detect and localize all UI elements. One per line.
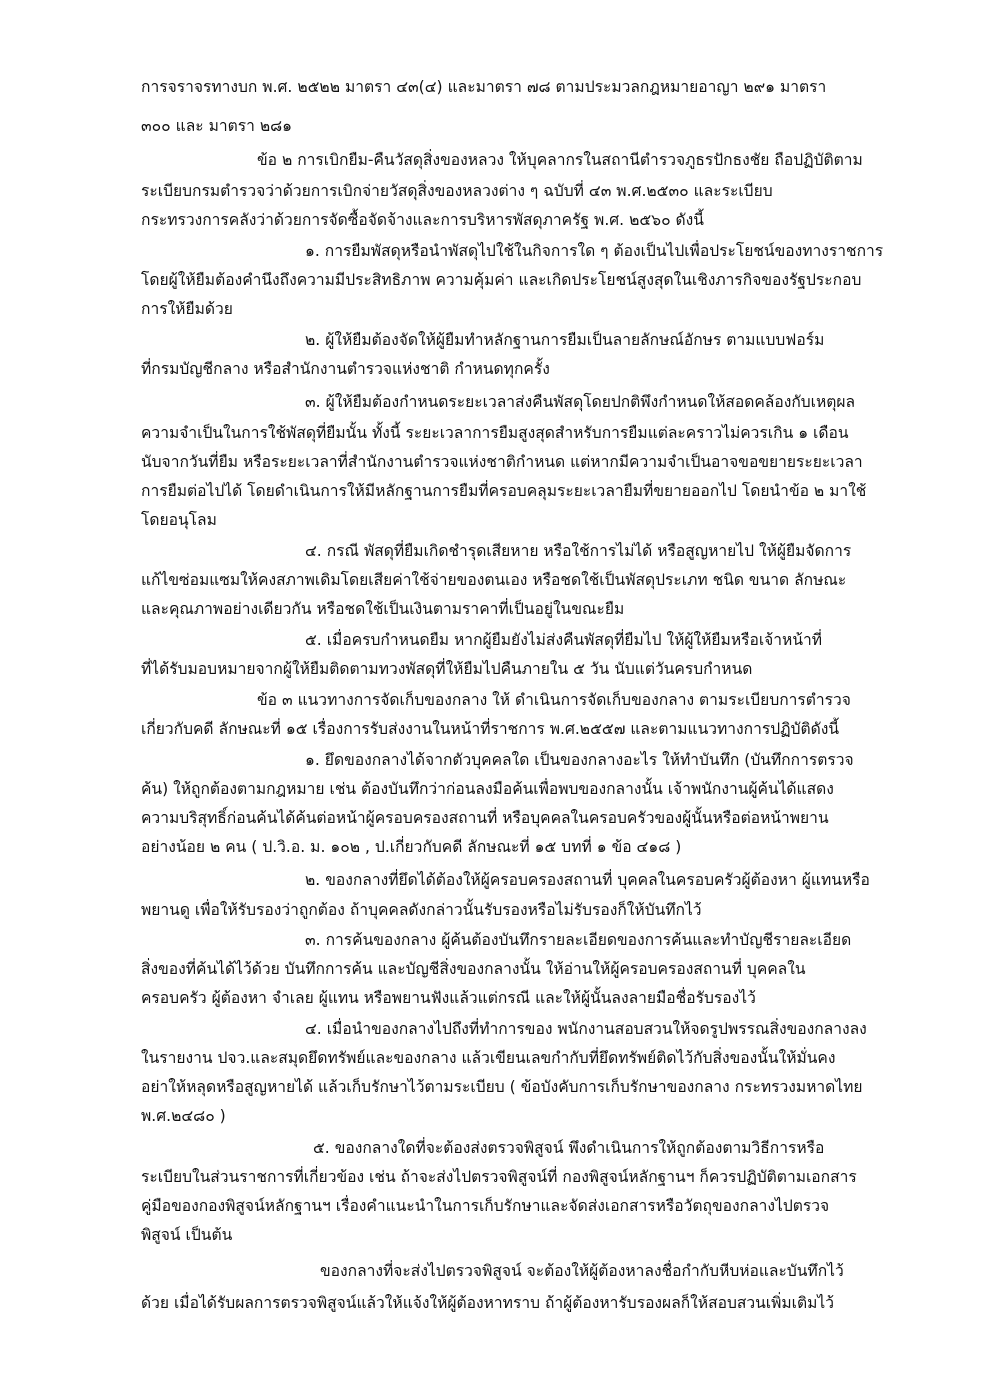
text-line: อย่าให้หลุดหรือสูญหายได้ แล้วเก็บรักษาไว้ตามระเบียบ ( ข้อบังคับการเก็บรักษาของกลาง กระทรวงมหาดไทย xyxy=(141,1078,863,1096)
text-line: ในรายงาน ปจว.และสมุดยึดทรัพย์และของกลาง แล้วเขียนเลขกำกับที่ยึดทรัพย์ติดไว้กับสิ่งของนั้นให้มั่นคง xyxy=(141,1049,836,1067)
text-line: การให้ยืมด้วย xyxy=(141,300,233,318)
text-line: ที่กรมบัญชีกลาง หรือสำนักงานตำรวจแห่งชาติ กำหนดทุกครั้ง xyxy=(141,360,550,378)
text-line: ๓๐๐ และ มาตรา ๒๘๑ xyxy=(141,117,293,135)
text-line: ๓. ผู้ให้ยืมต้องกำหนดระยะเวลาส่งคืนพัสดุโดยปกติพึงกำหนดให้สอดคล้องกับเหตุผล xyxy=(305,393,856,411)
text-line: ๑. การยืมพัสดุหรือนำพัสดุไปใช้ในกิจการใด ๆ ต้องเป็นไปเพื่อประโยชน์ของทางราชการ xyxy=(305,242,884,260)
text-line: และคุณภาพอย่างเดียวกัน หรือชดใช้เป็นเงินตามราคาที่เป็นอยู่ในขณะยืม xyxy=(141,600,625,618)
text-line: ครอบครัว ผู้ต้องหา จำเลย ผู้แทน หรือพยานฟังแล้วแต่กรณี และให้ผู้นั้นลงลายมือชื่อรับรองไว้ xyxy=(141,989,756,1007)
text-line: ความบริสุทธิ์ก่อนค้นได้ค้นต่อหน้าผู้ครอบครองสถานที่ หรือบุคคลในครอบครัวของผู้นั้นหรือต่อหน้าพยาน xyxy=(141,809,829,827)
text-line: ค้น) ให้ถูกต้องตามกฎหมาย เช่น ต้องบันทึกว่าก่อนลงมือค้นเพื่อพบของกลางนั้น เจ้าพนักงานผู้ค้นได้แสดง xyxy=(141,780,834,798)
text-line: นับจากวันที่ยืม หรือระยะเวลาที่สำนักงานตำรวจแห่งชาติกำหนด แต่หากมีความจำเป็นอาจขอขยายระยะเวลา xyxy=(141,453,863,471)
text-line: ๔. กรณี พัสดุที่ยืมเกิดชำรุดเสียหาย หรือใช้การไม่ได้ หรือสูญหายไป ให้ผู้ยืมจัดการ xyxy=(305,542,852,560)
text-line: โดยผู้ให้ยืมต้องคำนึงถึงความมีประสิทธิภาพ ความคุ้มค่า และเกิดประโยชน์สูงสุดในเชิงภารกิจของรัฐประกอบ xyxy=(141,271,862,289)
text-line: สิ่งของที่ค้นได้ไว้ด้วย บันทึกการค้น และบัญชีสิ่งของกลางนั้น ให้อ่านให้ผู้ครอบครองสถานที่ บุคคลใน xyxy=(141,960,806,978)
text-line: ๕. เมื่อครบกำหนดยืม หากผู้ยืมยังไม่ส่งคืนพัสดุที่ยืมไป ให้ผู้ให้ยืมหรือเจ้าหน้าที่ xyxy=(305,631,823,649)
text-line: ข้อ ๓ แนวทางการจัดเก็บของกลาง ให้ ดำเนินการจัดเก็บของกลาง ตามระเบียบการตำรวจ xyxy=(257,691,851,709)
text-line: ความจำเป็นในการใช้พัสดุที่ยืมนั้น ทั้งนี้ ระยะเวลาการยืมสูงสุดสำหรับการยืมแต่ละคราวไม่ควรเกิน ๑ เดือน xyxy=(141,424,849,442)
text-line: อย่างน้อย ๒ คน ( ป.วิ.อ. ม. ๑๐๒ , ป.เกี่ยวกับคดี ลักษณะที่ ๑๕ บทที่ ๑ ข้อ ๔๑๘ ) xyxy=(141,838,682,856)
text-line: ๔. เมื่อนำของกลางไปถึงที่ทำการของ พนักงานสอบสวนให้จดรูปพรรณสิ่งของกลางลง xyxy=(305,1020,867,1038)
text-line: ๕. ของกลางใดที่จะต้องส่งตรวจพิสูจน์ พึงดำเนินการให้ถูกต้องตามวิธีการหรือ xyxy=(313,1139,825,1157)
text-line: ๓. การค้นของกลาง ผู้ค้นต้องบันทึกรายละเอียดของการค้นและทำบัญชีรายละเอียด xyxy=(305,931,852,949)
text-line: ของกลางที่จะส่งไปตรวจพิสูจน์ จะต้องให้ผู้ต้องหาลงชื่อกำกับหีบห่อและบันทึกไว้ xyxy=(320,1262,844,1280)
text-line: การจราจรทางบก พ.ศ. ๒๕๒๒ มาตรา ๔๓(๔) และมาตรา ๗๘ ตามประมวลกฎหมายอาญา ๒๙๑ มาตรา xyxy=(141,78,827,96)
text-line: พิสูจน์ เป็นต้น xyxy=(141,1226,233,1244)
text-line: ข้อ ๒ การเบิกยืม-คืนวัสดุสิ่งของหลวง ให้บุคลากรในสถานีตำรวจภูธรปักธงชัย ถือปฏิบัติตาม xyxy=(257,151,863,169)
text-line: พยานดู เพื่อให้รับรองว่าถูกต้อง ถ้าบุคคลดังกล่าวนั้นรับรองหรือไม่รับรองก็ให้บันทึกไว้ xyxy=(141,901,702,919)
text-line: คู่มือของกองพิสูจน์หลักฐานฯ เรื่องคำแนะนำในการเก็บรักษาและจัดส่งเอกสารหรือวัตถุของกลางไปตรวจ xyxy=(141,1197,830,1215)
text-line: กระทรวงการคลังว่าด้วยการจัดซื้อจัดจ้างและการบริหารพัสดุภาครัฐ พ.ศ. ๒๕๖๐ ดังนี้ xyxy=(141,211,704,229)
text-line: ระเบียบกรมตำรวจว่าด้วยการเบิกจ่ายวัสดุสิ่งของหลวงต่าง ๆ ฉบับที่ ๔๓ พ.ศ.๒๕๓๐ และระเบียบ xyxy=(141,182,773,200)
text-line: โดยอนุโลม xyxy=(141,511,217,529)
text-line: ๒. ของกลางที่ยึดได้ต้องให้ผู้ครอบครองสถานที่ บุคคลในครอบครัวผู้ต้องหา ผู้แทนหรือ xyxy=(305,871,870,889)
text-line: พ.ศ.๒๔๘๐ ) xyxy=(141,1107,226,1125)
text-line: ที่ได้รับมอบหมายจากผู้ให้ยืมติดตามทวงพัสดุที่ให้ยืมไปคืนภายใน ๕ วัน นับแต่วันครบกำหนด xyxy=(141,660,753,678)
text-line: ๒. ผู้ให้ยืมต้องจัดให้ผู้ยืมทำหลักฐานการยืมเป็นลายลักษณ์อักษร ตามแบบฟอร์ม xyxy=(305,331,825,349)
text-line: การยืมต่อไปได้ โดยดำเนินการให้มีหลักฐานการยืมที่ครอบคลุมระยะเวลายืมที่ขยายออกไป โดยนำข้อ ๒ มาใช้ xyxy=(141,482,867,500)
text-line: ระเบียบในส่วนราชการที่เกี่ยวข้อง เช่น ถ้าจะส่งไปตรวจพิสูจน์ที่ กองพิสูจน์หลักฐานฯ ก็ควรปฏิบัติตามเอกสาร xyxy=(141,1168,857,1186)
text-line: แก้ไขซ่อมแซมให้คงสภาพเดิมโดยเสียค่าใช้จ่ายของตนเอง หรือชดใช้เป็นพัสดุประเภท ชนิด ขนาด ลักษณะ xyxy=(141,571,847,589)
text-line: ๑. ยึดของกลางได้จากตัวบุคคลใด เป็นของกลางอะไร ให้ทำบันทึก (บันทึกการตรวจ xyxy=(305,751,854,769)
text-line: เกี่ยวกับคดี ลักษณะที่ ๑๕ เรื่องการรับส่งงานในหน้าที่ราชการ พ.ศ.๒๕๕๗ และตามแนวทางการปฏิบัติดังนี้ xyxy=(141,720,840,738)
text-line: ด้วย เมื่อได้รับผลการตรวจพิสูจน์แล้วให้แจ้งให้ผู้ต้องหาทราบ ถ้าผู้ต้องหารับรองผลก็ให้สอบสวนเพิ่มเติมไว้ xyxy=(141,1294,835,1312)
